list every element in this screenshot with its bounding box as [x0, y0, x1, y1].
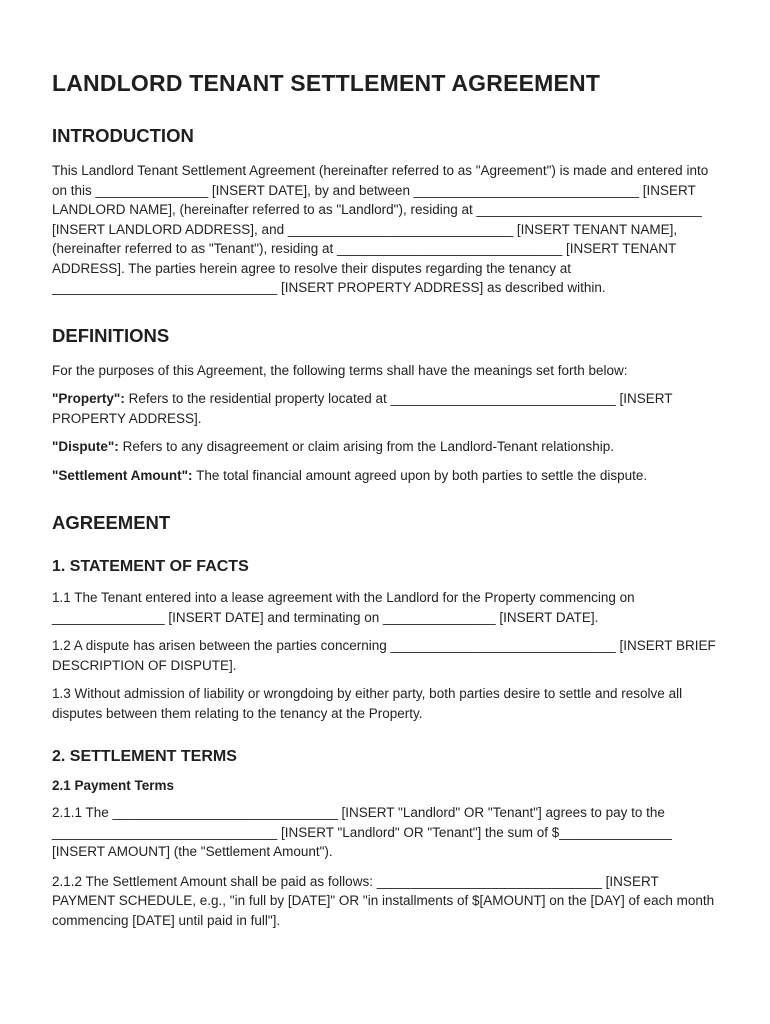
clause-2-1-1: 2.1.1 The ______________________________ [INSERT "Landlord" OR "Tenant"] agrees to pay to the ______________________________ [INSERT "Landlord" OR "Tenant"] the sum of $_______________ [INSERT AMOUNT] (the "Settlement Amount"). [52, 805, 672, 859]
statement-of-facts-heading: 1. STATEMENT OF FACTS [52, 558, 249, 575]
definition-term: "Settlement Amount": [52, 467, 193, 483]
clause-1-3: 1.3 Without admission of liability or wrongdoing by either party, both parties desire to settle and resolve all disputes between them relating to the tenancy at the Property. [52, 686, 683, 721]
definition-text: The total financial amount agreed upon by both parties to settle the dispute. [192, 467, 648, 483]
agreement-heading: AGREEMENT [52, 512, 171, 533]
definitions-heading: DEFINITIONS [52, 324, 170, 346]
clause-1-1: 1.1 The Tenant entered into a lease agreement with the Landlord for the Property commencing on _______________ [INSERT DATE] and terminating on _______________ [INSERT DATE]. [52, 590, 635, 625]
definition-settlement-amount [52, 466, 718, 486]
clause-1-2: 1.2 A dispute has arisen between the parties concerning ______________________________ [INSERT BRIEF DESCRIPTION OF DISPUTE]. [52, 638, 716, 673]
definition-term: "Property": [52, 391, 125, 406]
introduction-text: This Landlord Tenant Settlement Agreement (hereinafter referred to as "Agreement") is made and entered into on this _______________ [INSERT DATE], by and between ______________________________ [INSERT LANDLORD NAME], (hereinafter referred to as "Landlord"), residing at ______________________________ [INSERT LANDLORD ADDRESS], and ______________________________ [INSERT TENANT NAME], (hereinafter referred to as "Tenant"), residing at ______________________________ [INSERT TENANT ADDRESS]. The parties herein agree to resolve their disputes regarding the tenancy at ______________________________ [INSERT PROPERTY ADDRESS] as described within. [52, 163, 709, 295]
definition-term: "Dispute": [52, 439, 119, 454]
document-title: LANDLORD TENANT SETTLEMENT AGREEMENT [52, 70, 601, 96]
clause-2-1-2: 2.1.2 The Settlement Amount shall be paid as follows: ______________________________ [INSERT PAYMENT SCHEDULE, e.g., "in full by [DATE]" OR "in installments of $[AMOUNT] on the [DAY] of each month commencing [DATE] until paid in full"]. [52, 873, 715, 928]
definitions-intro: For the purposes of this Agreement, the following terms shall have the meanings set forth below: [52, 362, 628, 378]
payment-terms-subheading: 2.1 Payment Terms [52, 778, 175, 793]
definition-property [52, 389, 718, 428]
definition-dispute [52, 437, 718, 457]
introduction-heading: INTRODUCTION [52, 125, 194, 146]
settlement-terms-heading: 2. SETTLEMENT TERMS [52, 748, 237, 765]
definition-text: Refers to any disagreement or claim arising from the Landlord-Tenant relationship. [118, 439, 615, 454]
definition-text: Refers to the residential property located at ______________________________ [INSERT PROPERTY ADDRESS]. [52, 391, 673, 426]
